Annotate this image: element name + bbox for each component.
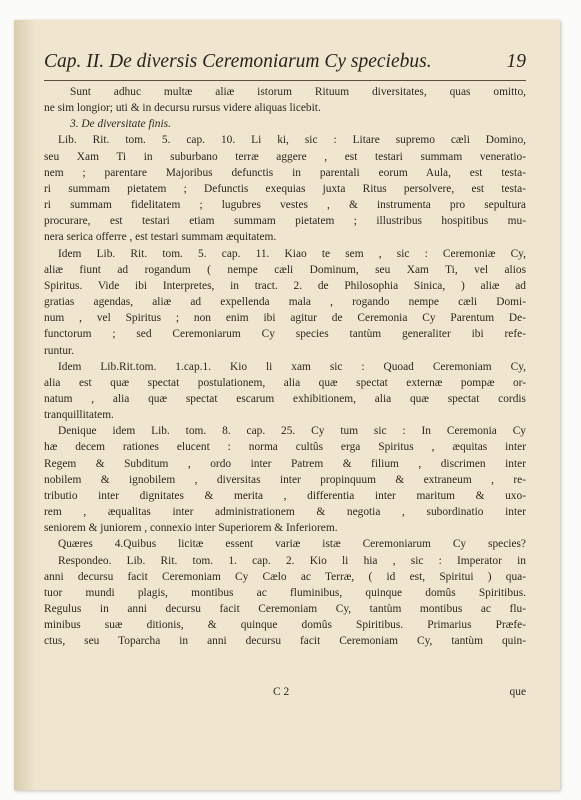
text-line: Spiritus. Vide ibi Interpretes, in tract. 2. de Philosophia Sinica, ) aliæ ad (44, 279, 526, 292)
section-heading: 3. De diversitate finis. (70, 118, 171, 131)
text-line: seu Xam Ti in suburbano terræ aggere , est testari summam veneratio- (44, 150, 526, 163)
text-line: gratias agendas, aliæ ad expellenda mala , rogando nempe cæli Domi- (44, 296, 526, 309)
page-gutter-shadow (14, 20, 36, 790)
text-line: alia est quæ spectat postulationem, alia quæ spectat externæ pompæ or- (44, 376, 526, 389)
running-header (44, 51, 526, 75)
text-line: ne sim longior; uti & in decursu rursus videre aliquas licebit. (44, 102, 321, 115)
text-line: Quæres 4.Quibus licitæ essent variæ istæ Ceremoniarum Cy species? (58, 538, 526, 551)
text-line: Idem Lib. Rit. tom. 5. cap. 11. Kiao te sem , sic : Ceremoniæ Cy, (58, 247, 526, 260)
text-line: Regem & Subditum , ordo inter Patrem & filium , discrimen inter (44, 457, 526, 470)
text-line: hæ decem rationes elucent : norma cultûs erga Spiritus , æquitas inter (44, 441, 526, 454)
book-page (14, 20, 560, 790)
signature-mark: C 2 (273, 686, 290, 698)
text-line: nem ; parentare Majoribus defunctis in parentali eorum Aula, est testa- (44, 166, 526, 179)
text-line: functorum ; sed Ceremoniarum Cy species tantùm generaliter ibi refe- (44, 328, 526, 341)
text-line: tributio inter dignitates & merita , differentia inter maritum & uxo- (44, 489, 526, 502)
running-title: Cap. II. De diversis Ceremoniarum Cy speciebus. (44, 51, 432, 72)
text-line: num , vel Spiritus ; non enim ibi agitur de Ceremonia Cy Parentum De- (44, 312, 526, 325)
text-line: tuor mundi plagis, montibus ac fluminibus, quinque domûs Spiritibus. (44, 586, 526, 599)
text-line: anni decursu facit Ceremoniam Cy Cælo ac Terræ, ( id est, Spiritui ) qua- (44, 570, 526, 583)
text-line: Lib. Rit. tom. 5. cap. 10. Li ki, sic : Litare supremo cæli Domino, (58, 134, 526, 147)
text-line: Idem Lib.Rit.tom. 1.cap.1. Kio li xam sic : Quoad Ceremoniam Cy, (58, 360, 526, 373)
text-line: seniorem & juniorem , connexio inter Superiorem & Inferiorem. (44, 522, 338, 535)
text-line: ri summam pietatem ; Defunctis exequias juxta Ritus persolvere, est testa- (44, 182, 526, 195)
text-line: Regulus in anni decursu facit Ceremoniam Cy, tantùm montibus ac flu- (44, 603, 526, 615)
text-line: tranquillitatem. (44, 409, 114, 422)
text-line: ctus, seu Toparcha in anni decursu facit Ceremoniam Cy, tantùm quin- (44, 635, 526, 648)
text-line: procurare, est testari etiam summam pietatem ; illustribus hospitibus mu- (44, 215, 526, 228)
text-line: Respondeo. Lib. Rit. tom. 1. cap. 2. Kio li hia , sic : Imperator in (58, 554, 526, 567)
header-rule (44, 80, 526, 81)
text-line: Denique idem Lib. tom. 8. cap. 25. Cy tum sic : In Ceremonia Cy (58, 425, 526, 438)
page-number: 19 (506, 51, 526, 72)
text-line: runtur. (44, 344, 75, 357)
text-line: nobilem & ignobilem , diversitas inter propinquum & extraneum , re- (44, 473, 526, 486)
text-line: natum , alia quæ spectat escarum exhibitionem, alia quæ spectat cordis (44, 392, 526, 405)
page-footer (44, 686, 526, 702)
catchword: que (509, 686, 526, 698)
text-line: rem , æqualitas inter administrationem & negotia , subordinatio inter (44, 506, 526, 519)
text-line: minibus suæ ditionis, & quinque domûs Spiritibus. Primarius Præfe- (44, 619, 526, 632)
text-line: ri summam fidelitatem ; lugubres vestes , & instrumenta pro sepultura (44, 199, 526, 212)
text-line: Sunt adhuc multæ aliæ istorum Rituum diversitates, quas omitto, (70, 86, 526, 98)
text-line: nera serica offerre , est testari summam æquitatem. (44, 231, 277, 244)
text-line: aliæ fiunt ad rogandum ( nempe cæli Dominum, seu Xam Ti, vel alios (44, 263, 526, 276)
body-text (44, 84, 526, 649)
